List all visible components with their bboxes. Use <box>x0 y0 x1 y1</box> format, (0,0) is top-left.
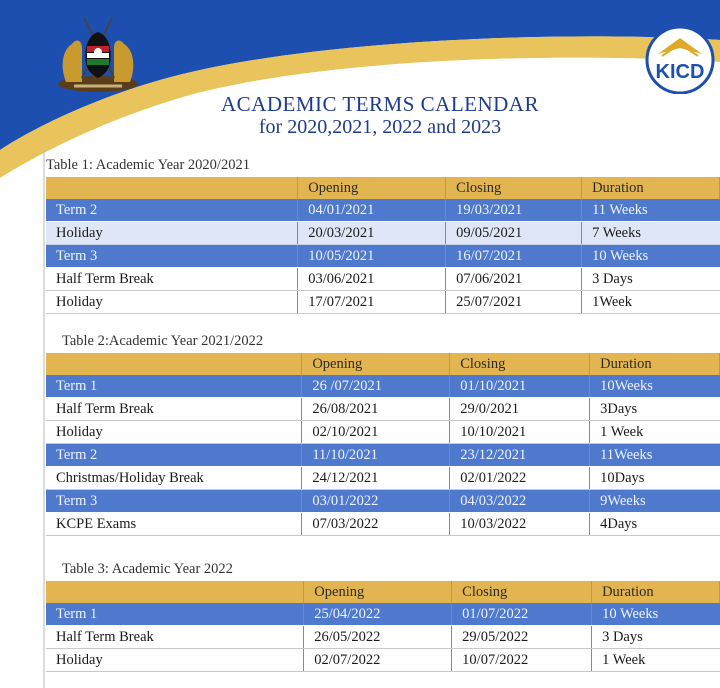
cell-opening: 03/01/2022 <box>302 490 450 513</box>
cell-closing: 07/06/2021 <box>446 268 582 291</box>
cell-opening: 26/05/2022 <box>304 626 452 649</box>
header-opening: Opening <box>302 353 450 375</box>
cell-label: Christmas/Holiday Break <box>46 467 302 490</box>
page-title: ACADEMIC TERMS CALENDAR <box>221 92 539 116</box>
cell-label: Half Term Break <box>46 626 304 649</box>
header-duration: Duration <box>592 581 720 603</box>
table-header-row <box>46 177 720 199</box>
kicd-logo <box>640 22 720 94</box>
header-closing: Closing <box>452 581 592 603</box>
page-subtitle: for 2020,2021, 2022 and 2023 <box>258 116 502 138</box>
cell-closing: 16/07/2021 <box>446 245 582 268</box>
cell-label: KCPE Exams <box>46 513 302 536</box>
coat-of-arms-logo <box>52 12 144 94</box>
kicd-logo-text: KICD <box>655 61 705 83</box>
table-row <box>46 649 720 672</box>
table-row <box>46 467 720 490</box>
cell-opening: 26/08/2021 <box>302 398 450 421</box>
cell-duration: 4Days <box>590 513 720 536</box>
cell-closing: 29/0/2021 <box>450 398 590 421</box>
cell-label: Half Term Break <box>46 268 298 291</box>
cell-closing: 19/03/2021 <box>446 199 582 222</box>
cell-closing: 10/07/2022 <box>452 649 592 672</box>
cell-closing: 04/03/2022 <box>450 490 590 513</box>
cell-closing: 02/01/2022 <box>450 467 590 490</box>
table-row <box>46 444 720 467</box>
cell-duration: 10Days <box>590 467 720 490</box>
cell-duration: 10Weeks <box>590 375 720 398</box>
cell-opening: 17/07/2021 <box>298 291 446 314</box>
table-caption: Table 2:Academic Year 2021/2022 <box>62 333 264 349</box>
table-row <box>46 603 720 626</box>
table-caption: Table 1: Academic Year 2020/2021 <box>46 157 250 173</box>
cell-closing: 01/07/2022 <box>452 603 592 626</box>
calendar-table-3 <box>46 581 720 672</box>
header-closing: Closing <box>450 353 590 375</box>
table-row <box>46 222 720 245</box>
calendar-table-2 <box>46 353 720 536</box>
table-row <box>46 291 720 314</box>
cell-label: Term 3 <box>46 490 302 513</box>
cell-label: Term 2 <box>46 444 302 467</box>
cell-opening: 26 /07/2021 <box>302 375 450 398</box>
cell-opening: 20/03/2021 <box>298 222 446 245</box>
table-row <box>46 245 720 268</box>
header-closing: Closing <box>446 177 582 199</box>
cell-duration: 1 Week <box>592 649 720 672</box>
cell-label: Term 3 <box>46 245 298 268</box>
cell-opening: 03/06/2021 <box>298 268 446 291</box>
cell-opening: 07/03/2022 <box>302 513 450 536</box>
cell-duration: 3 Days <box>582 268 720 291</box>
cell-duration: 11 Weeks <box>582 199 720 222</box>
cell-label: Term 1 <box>46 603 304 626</box>
cell-duration: 11Weeks <box>590 444 720 467</box>
cell-opening: 10/05/2021 <box>298 245 446 268</box>
table-row <box>46 626 720 649</box>
header-opening: Opening <box>304 581 452 603</box>
cell-opening: 02/07/2022 <box>304 649 452 672</box>
table-row <box>46 375 720 398</box>
header-blank <box>46 353 302 375</box>
header-opening: Opening <box>298 177 446 199</box>
cell-label: Term 1 <box>46 375 302 398</box>
cell-closing: 10/10/2021 <box>450 421 590 444</box>
cell-opening: 04/01/2021 <box>298 199 446 222</box>
cell-opening: 24/12/2021 <box>302 467 450 490</box>
table-row <box>46 421 720 444</box>
cell-duration: 3Days <box>590 398 720 421</box>
header-blank <box>46 177 298 199</box>
cell-closing: 23/12/2021 <box>450 444 590 467</box>
cell-closing: 10/03/2022 <box>450 513 590 536</box>
cell-opening: 25/04/2022 <box>304 603 452 626</box>
table-row <box>46 490 720 513</box>
calendar-table-1 <box>46 177 720 314</box>
cell-opening: 11/10/2021 <box>302 444 450 467</box>
cell-label: Holiday <box>46 421 302 444</box>
table-row <box>46 398 720 421</box>
table-row <box>46 268 720 291</box>
cell-label: Holiday <box>46 291 298 314</box>
cell-closing: 29/05/2022 <box>452 626 592 649</box>
cell-closing: 01/10/2021 <box>450 375 590 398</box>
cell-closing: 09/05/2021 <box>446 222 582 245</box>
table-row <box>46 199 720 222</box>
cell-duration: 3 Days <box>592 626 720 649</box>
header-blank <box>46 581 304 603</box>
cell-duration: 10 Weeks <box>592 603 720 626</box>
cell-duration: 1 Week <box>590 421 720 444</box>
cell-label: Half Term Break <box>46 398 302 421</box>
table-row <box>46 513 720 536</box>
cell-opening: 02/10/2021 <box>302 421 450 444</box>
cell-duration: 1Week <box>582 291 720 314</box>
table-header-row <box>46 353 720 375</box>
cell-closing: 25/07/2021 <box>446 291 582 314</box>
header-duration: Duration <box>582 177 720 199</box>
table-caption: Table 3: Academic Year 2022 <box>62 561 233 577</box>
cell-duration: 7 Weeks <box>582 222 720 245</box>
header-duration: Duration <box>590 353 720 375</box>
cell-label: Holiday <box>46 222 298 245</box>
cell-label: Term 2 <box>46 199 298 222</box>
cell-label: Holiday <box>46 649 304 672</box>
table-header-row <box>46 581 720 603</box>
cell-duration: 10 Weeks <box>582 245 720 268</box>
cell-duration: 9Weeks <box>590 490 720 513</box>
